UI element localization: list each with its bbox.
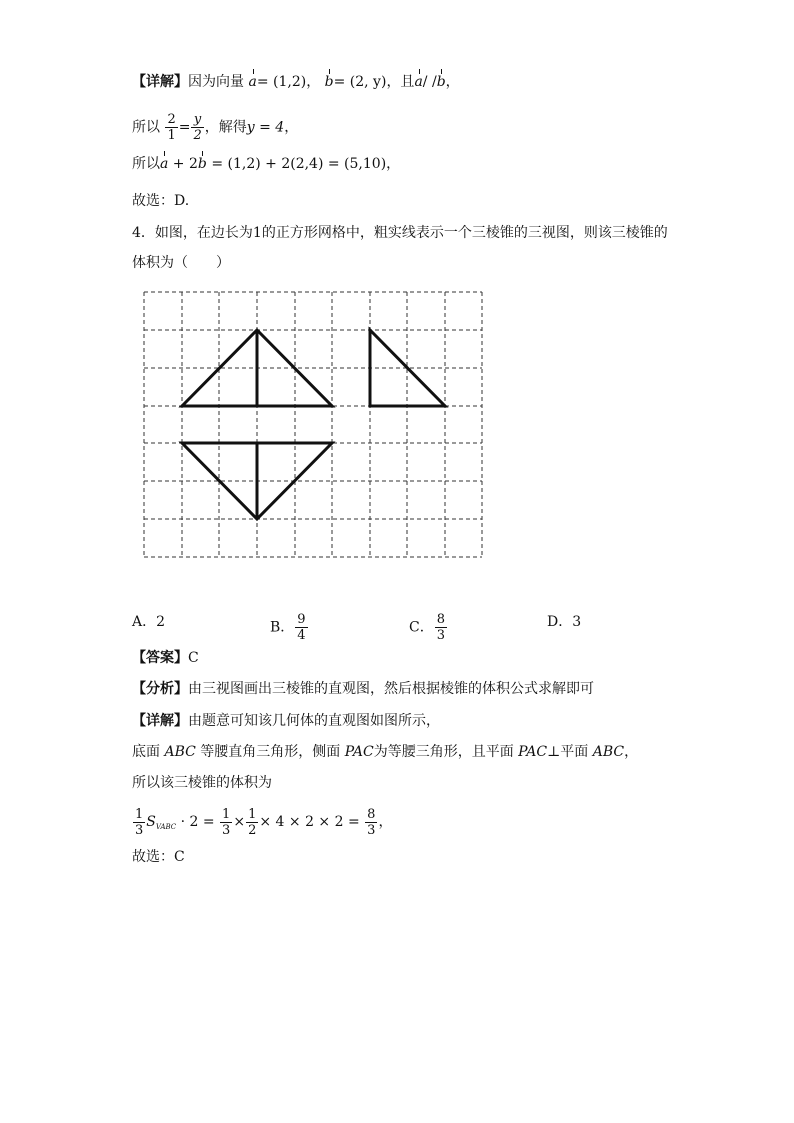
detail-line-5: 故选：C — [132, 849, 185, 865]
analysis-text: 由三视图画出三棱锥的直观图，然后根据棱锥的体积公式求解即可 — [188, 681, 594, 697]
detail-label: 【详解】 — [132, 713, 188, 729]
plane-abc: ABC — [592, 744, 625, 760]
text: 因为向量 — [188, 74, 244, 90]
volume-formula: $\frac{1}{3}$ $S_{VABC} \cdot 2$ = $\frac{1}{3}$ × $\frac{1}{2}$ × 4 × 2 × 2 = $\frac{8}{3}$ ， — [135, 806, 393, 838]
fraction — [435, 612, 447, 643]
perp-text: ⊥平面 — [547, 744, 589, 760]
choice-value: 2 — [156, 614, 166, 630]
solution-line-4: 故选：D. — [132, 193, 190, 209]
denominator: 4 — [297, 628, 306, 643]
detail-line-2: 底面 ABC 等腰直角三角形，侧面 PAC为等腰三角形，且平面 PAC⊥平面 ABC， — [132, 744, 639, 760]
question-line-1: 4．如图，在边长为1的正方形网格中，粗实线表示一个三棱锥的三视图，则该三棱锥的 — [132, 225, 668, 241]
text: × 4 × 2 × 2 = — [259, 814, 360, 830]
vector-b: b — [197, 156, 207, 172]
detail-line-1 — [132, 711, 440, 731]
text: ，解得 — [204, 119, 247, 136]
numerator: 1 — [222, 806, 231, 822]
vector-a: a — [248, 74, 257, 90]
result: y = 4 — [246, 119, 285, 136]
denominator: 3 — [436, 628, 445, 643]
expression: = (1,2) + 2(2,4) = (5,10) — [211, 156, 387, 172]
front-view — [182, 330, 332, 406]
denominator: 3 — [367, 822, 376, 838]
denominator: 2 — [248, 822, 257, 838]
numerator: 8 — [436, 612, 445, 627]
analysis-line — [132, 679, 594, 699]
text: ，且 — [386, 74, 415, 90]
fraction — [133, 807, 145, 838]
triangle-abc: ABC — [164, 744, 196, 760]
choice-b[interactable] — [270, 612, 309, 643]
b-value: = (2, y) — [333, 74, 387, 90]
question-line-2: 体积为（ ） — [132, 255, 230, 271]
parallel-symbol: / / — [422, 74, 437, 90]
numerator: y — [191, 112, 203, 128]
top-view — [182, 443, 332, 519]
fraction — [220, 807, 232, 838]
detail-text: 由题意可知该几何体的直观图如图所示， — [188, 713, 440, 729]
text: · 2 = — [180, 814, 215, 830]
text: 所以 — [132, 119, 160, 136]
choice-value: 3 — [572, 614, 582, 630]
area-symbol: S — [146, 814, 156, 830]
grid — [144, 292, 482, 557]
choice-label: D． — [547, 614, 573, 630]
vector-a: a — [414, 74, 423, 90]
numerator: 8 — [367, 806, 376, 822]
a-value: = (1,2) — [256, 74, 307, 90]
vector-b: b — [324, 74, 334, 90]
denominator: 1 — [167, 128, 176, 143]
solution-line-1: 【详解】因为向量 a= (1,2)， b= (2, y)，且a/ /b， — [132, 74, 460, 90]
choice-label: A． — [132, 614, 157, 630]
choice-c[interactable] — [409, 612, 448, 643]
triangle-pac: PAC — [344, 744, 374, 760]
fraction — [295, 612, 307, 643]
fraction — [246, 807, 258, 838]
choice-d[interactable] — [547, 612, 581, 632]
vector-b: b — [436, 74, 446, 90]
vector-a: a — [160, 156, 169, 172]
text: 为等腰三角形，且平面 — [373, 744, 514, 760]
numerator: 9 — [297, 612, 306, 627]
text: 等腰直角三角形，侧面 — [200, 744, 341, 760]
denominator: 3 — [222, 822, 231, 838]
answer-label: 【答案】 — [132, 650, 188, 666]
numerator: 2 — [167, 112, 176, 127]
numerator: 1 — [135, 806, 144, 822]
detail-label: 【详解】 — [132, 74, 188, 90]
choice-label: B． — [270, 619, 295, 636]
numerator: 1 — [248, 806, 257, 822]
choice-a[interactable] — [132, 612, 165, 632]
denominator: 2 — [193, 128, 202, 143]
detail-line-3: 所以该三棱锥的体积为 — [132, 775, 272, 791]
answer-value: C — [188, 650, 199, 666]
choice-label: C． — [409, 619, 434, 636]
solution-line-3: 所以a + 2b = (1,2) + 2(2,4) = (5,10)， — [132, 156, 401, 172]
analysis-label: 【分析】 — [132, 681, 188, 697]
area-subscript: VABC — [155, 823, 177, 831]
text: 底面 — [132, 744, 160, 760]
denominator: 3 — [135, 822, 144, 838]
fraction — [365, 807, 377, 838]
times-symbol: × — [233, 814, 246, 830]
text: 所以 — [132, 156, 160, 172]
plane-pac: PAC — [518, 744, 548, 760]
answer-line — [132, 648, 199, 668]
solution-line-2: 所以 $\frac{2}{1}$ = $\frac{y}{2}$ ，解得y = 4， — [132, 112, 299, 143]
